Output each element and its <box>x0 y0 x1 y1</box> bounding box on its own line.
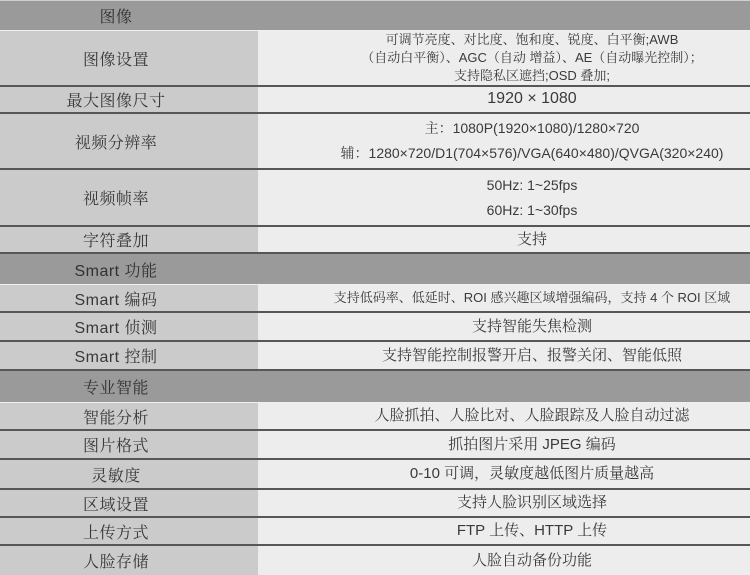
section-title-image: 图像 <box>99 9 133 26</box>
value-line: 0-10 可调，灵敏度越低图片质量越高 <box>409 465 655 483</box>
spec-label-smart-encoding: Smart 编码 <box>0 285 258 311</box>
spec-row-osd-overlay <box>0 227 750 254</box>
spec-value-intelligent-analysis <box>258 403 750 429</box>
spec-row-video-framerate <box>0 170 750 227</box>
spec-row-intelligent-analysis <box>0 403 750 431</box>
section-title-smart-features: Smart 功能 <box>74 262 158 280</box>
section-row-image <box>0 0 750 31</box>
spec-row-image-settings <box>0 31 750 87</box>
spec-label-upload-method: 上传方式 <box>0 518 258 544</box>
spec-label-image-settings: 图像设置 <box>0 31 258 85</box>
section-title-pro-intelligence: 专业智能 <box>82 380 149 397</box>
spec-value-max-image-size <box>258 87 750 112</box>
spec-label-sensitivity: 灵敏度 <box>0 460 258 488</box>
spec-label-smart-detection: Smart 侦测 <box>0 313 258 340</box>
value-line: 抓拍图片采用 JPEG 编码 <box>448 435 616 453</box>
value-line: 支持 <box>516 230 547 248</box>
spec-value-upload-method <box>258 518 750 544</box>
spec-row-sensitivity <box>0 460 750 490</box>
spec-value-video-framerate <box>258 170 750 225</box>
value-line: 1920 × 1080 <box>487 90 577 108</box>
spec-label-face-storage: 人脸存储 <box>0 546 258 575</box>
spec-label-intelligent-analysis: 智能分析 <box>0 403 258 429</box>
value-line: 辅：1280×720/D1(704×576)/VGA(640×480)/QVGA(320×240) <box>340 145 724 161</box>
value-line: 人脸抓拍、人脸比对、人脸跟踪及人脸自动过滤 <box>374 407 690 425</box>
value-line: 50Hz: 1~25fps <box>486 176 578 193</box>
spec-value-osd-overlay <box>258 227 750 252</box>
spec-label-video-framerate: 视频帧率 <box>0 170 258 225</box>
spec-value-region-setting <box>258 490 750 516</box>
value-line: 支持智能控制报警开启、报警关闭、智能低照 <box>381 346 682 364</box>
value-line: 支持隐私区遮挡;OSD 叠加; <box>453 68 610 83</box>
value-line: FTP 上传、HTTP 上传 <box>456 522 608 540</box>
spec-row-face-storage <box>0 546 750 575</box>
spec-value-face-storage <box>258 546 750 575</box>
section-row-smart-features <box>0 254 750 285</box>
spec-row-max-image-size <box>0 87 750 114</box>
value-line: 支持低码率、低延时、ROI 感兴趣区域增强编码，支持 4 个 ROI 区域 <box>333 290 731 305</box>
spec-row-smart-detection <box>0 313 750 342</box>
value-line: （自动白平衡）、AGC（自动 增益）、AE（自动曝光控制）； <box>361 50 703 65</box>
value-line: 60Hz: 1~30fps <box>486 201 578 218</box>
spec-row-smart-encoding <box>0 285 750 313</box>
spec-value-smart-detection <box>258 313 750 340</box>
value-line: 支持智能失焦检测 <box>471 317 592 335</box>
value-line: 人脸自动备份功能 <box>471 551 592 569</box>
spec-label-max-image-size: 最大图像尺寸 <box>0 87 258 112</box>
spec-label-region-setting: 区域设置 <box>0 490 258 516</box>
spec-label-smart-control: Smart 控制 <box>0 342 258 369</box>
spec-label-osd-overlay: 字符叠加 <box>0 227 258 252</box>
spec-value-image-settings <box>258 31 750 85</box>
spec-row-video-resolution <box>0 114 750 170</box>
spec-value-smart-control <box>258 342 750 369</box>
spec-value-sensitivity <box>258 460 750 488</box>
spec-row-image-format <box>0 431 750 460</box>
spec-row-region-setting <box>0 490 750 518</box>
section-row-pro-intelligence <box>0 371 750 403</box>
spec-row-upload-method <box>0 518 750 546</box>
spec-label-image-format: 图片格式 <box>0 431 258 458</box>
value-line: 主：1080P(1920×1080)/1280×720 <box>424 120 640 136</box>
spec-value-image-format <box>258 431 750 458</box>
spec-value-smart-encoding <box>258 285 750 311</box>
spec-row-smart-control <box>0 342 750 371</box>
value-line: 可调节亮度、对比度、饱和度、锐度、白平衡;AWB <box>385 32 679 47</box>
spec-label-video-resolution: 视频分辨率 <box>0 114 258 168</box>
value-line: 支持人脸识别区域选择 <box>456 494 607 512</box>
spec-value-video-resolution <box>258 114 750 168</box>
